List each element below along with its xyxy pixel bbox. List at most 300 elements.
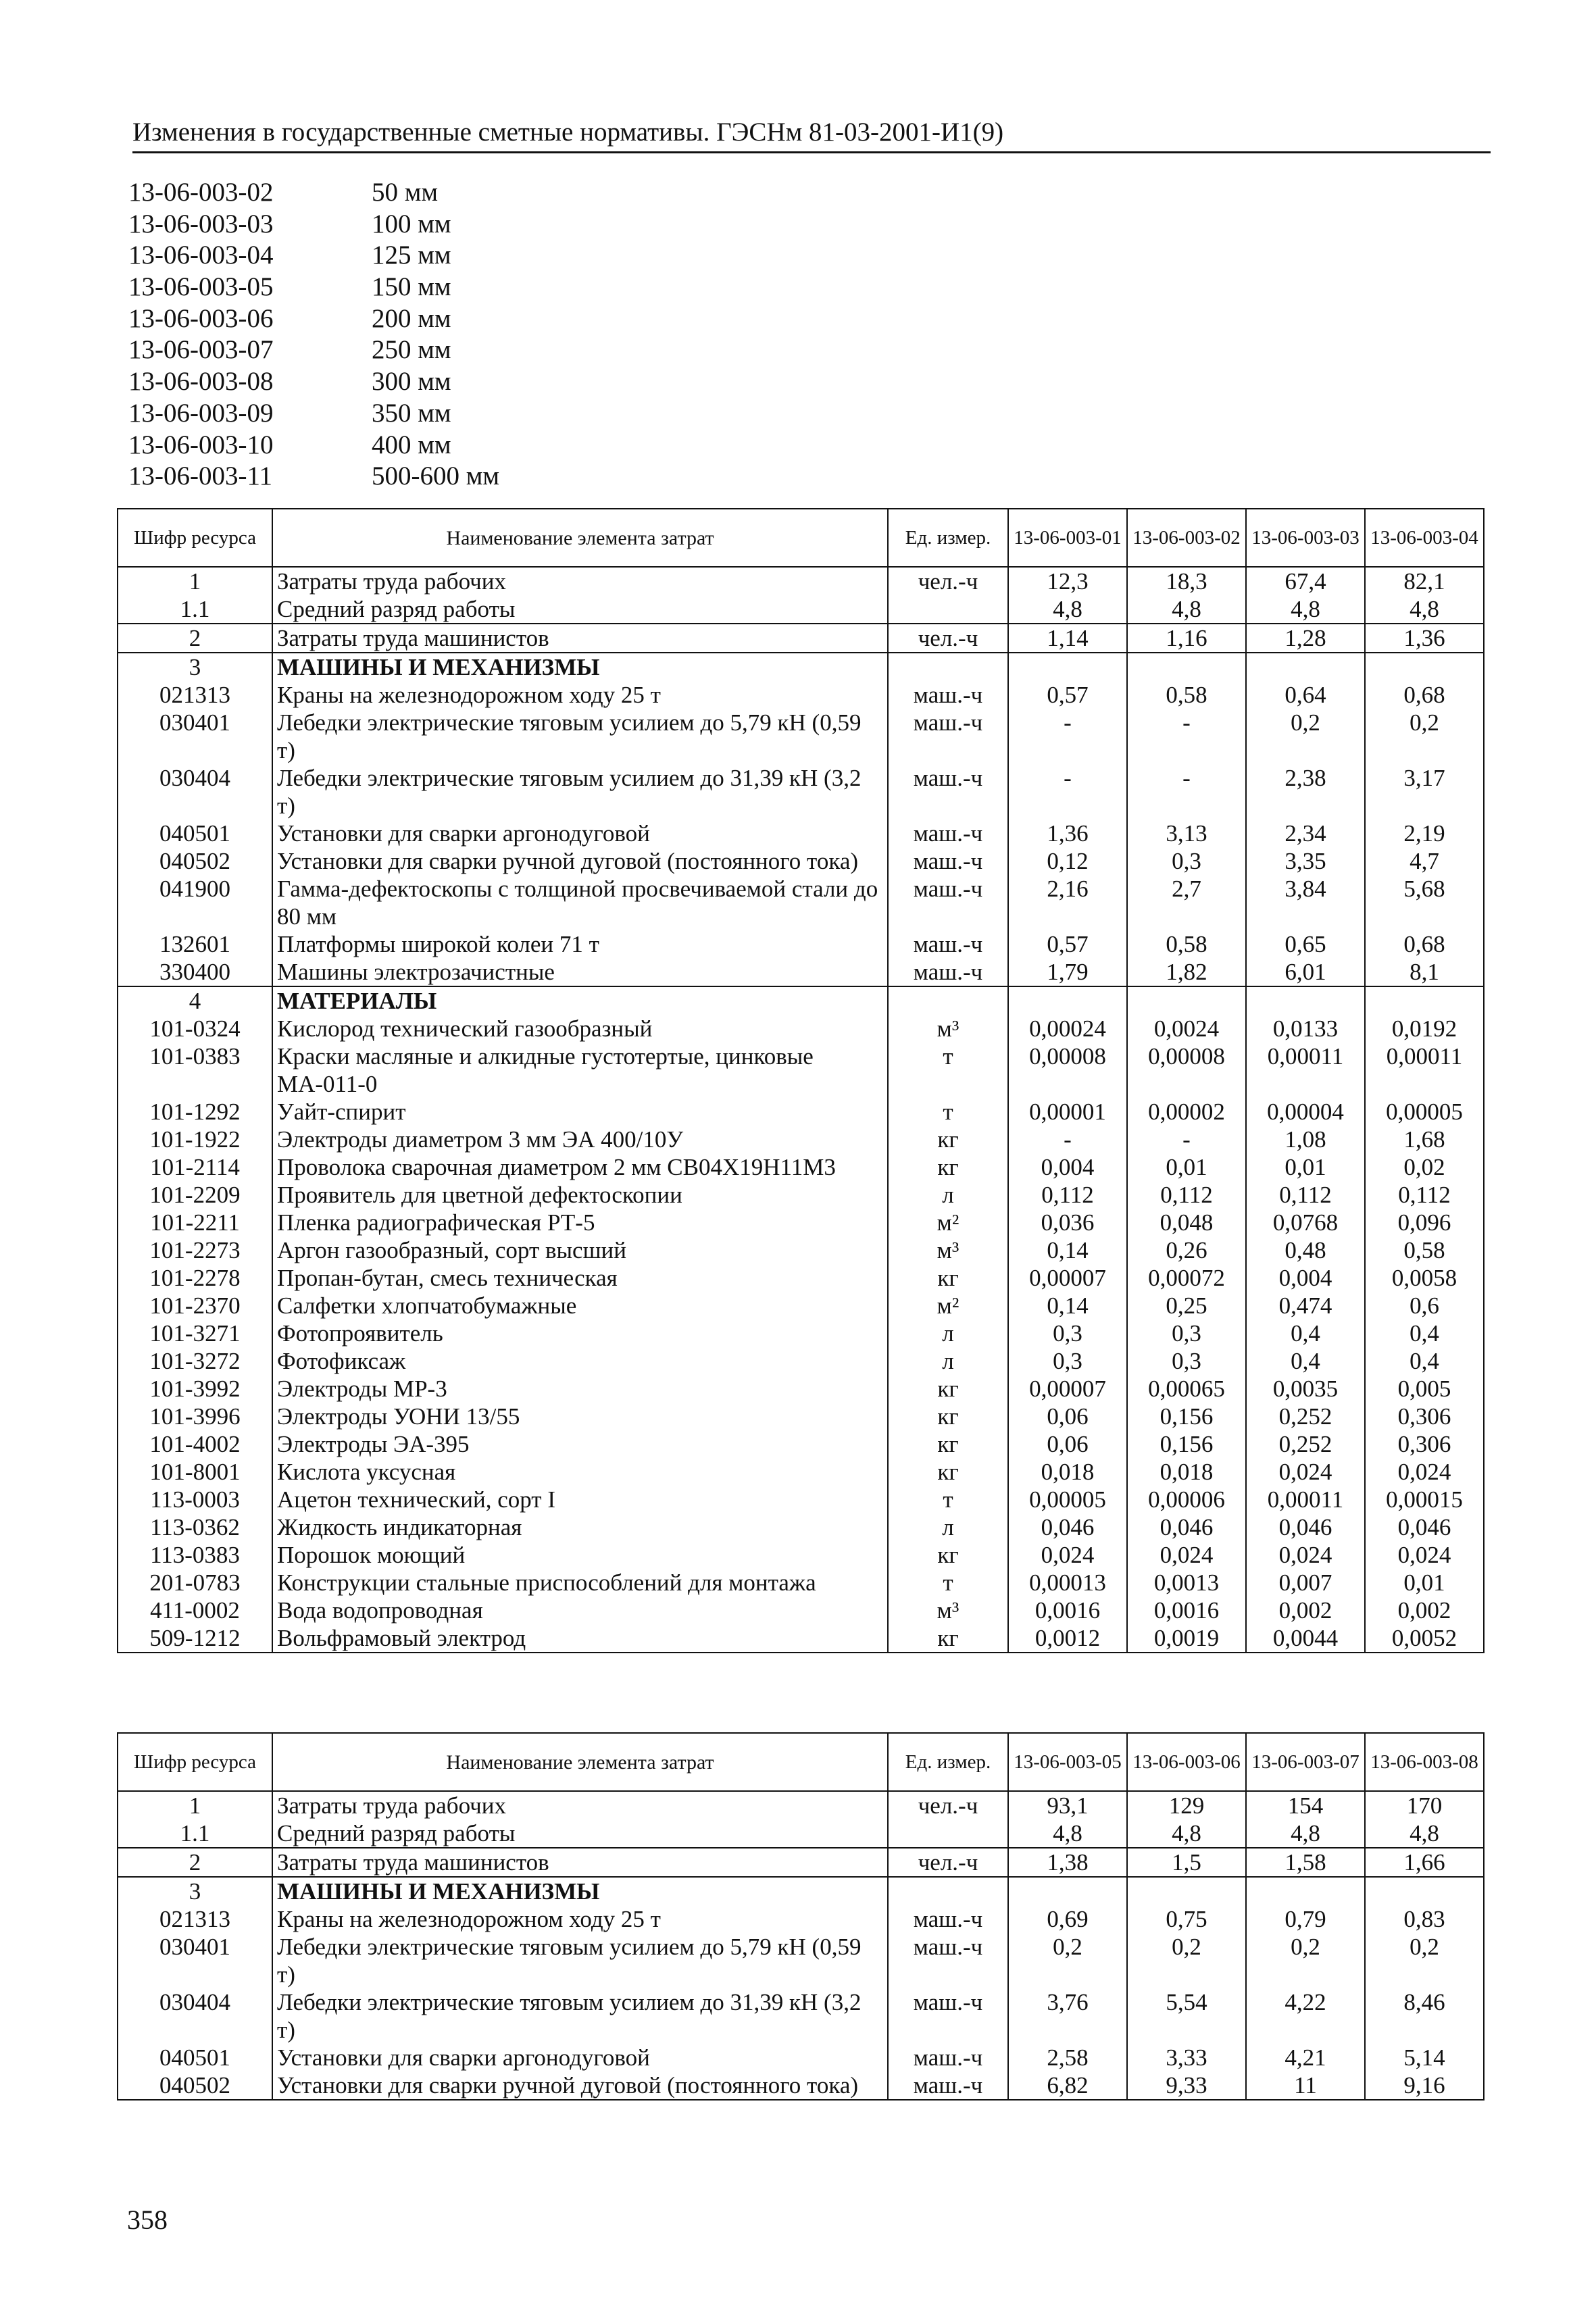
value-cell: 3,84 [1246, 875, 1365, 930]
table-row [118, 1848, 1484, 1877]
unit-cell [888, 1819, 1008, 1848]
resource-code-cell: 030404 [118, 764, 272, 820]
resource-code-cell: 101-1922 [118, 1126, 272, 1153]
table-row [118, 2071, 1484, 2100]
resource-code-cell: 021313 [118, 1905, 272, 1933]
resource-code-cell: 040501 [118, 2044, 272, 2071]
value-cell: - [1008, 764, 1127, 820]
pipe-size: 350 мм [372, 398, 451, 428]
resource-code-cell: 132601 [118, 930, 272, 958]
value-cell: 6,01 [1246, 958, 1365, 986]
cost-element-cell: Электроды диаметром 3 мм ЭА 400/10У [272, 1126, 888, 1153]
value-cell: 2,16 [1008, 875, 1127, 930]
value-cell: 1,58 [1246, 1848, 1365, 1877]
value-cell: - [1127, 1126, 1246, 1153]
resource-code-cell: 101-3992 [118, 1375, 272, 1403]
value-cell: 0,306 [1365, 1430, 1484, 1458]
cost-element-cell: Салфетки хлопчатобумажные [272, 1292, 888, 1319]
table-row [118, 1126, 1484, 1153]
resource-code-cell: 113-0362 [118, 1513, 272, 1541]
value-cell: 0,83 [1365, 1905, 1484, 1933]
value-cell: - [1008, 1126, 1127, 1153]
table-row [118, 1791, 1484, 1819]
table-row [118, 1236, 1484, 1264]
table-row [118, 1042, 1484, 1098]
unit-cell: л [888, 1513, 1008, 1541]
resource-code-cell: 101-2278 [118, 1264, 272, 1292]
unit-cell: маш.-ч [888, 2071, 1008, 2100]
cost-element-cell: Аргон газообразный, сорт высший [272, 1236, 888, 1264]
cost-element-cell: Фотопроявитель [272, 1319, 888, 1347]
header-resource-code: Шифр ресурса [118, 1733, 272, 1791]
value-cell: 4,8 [1365, 595, 1484, 624]
table-row [118, 1181, 1484, 1209]
table-row [118, 1430, 1484, 1458]
value-cell: 0,306 [1365, 1403, 1484, 1430]
value-cell: 3,13 [1127, 820, 1246, 847]
resource-code-cell: 040502 [118, 2071, 272, 2100]
value-cell: 0,58 [1365, 1236, 1484, 1264]
resource-code-cell: 1.1 [118, 1819, 272, 1848]
unit-cell: т [888, 1569, 1008, 1596]
page-header: Изменения в государственные сметные нормативы. ГЭСНм 81-03-2001-И1(9) [132, 115, 1491, 153]
value-cell: 1,36 [1008, 820, 1127, 847]
value-cell: 82,1 [1365, 567, 1484, 595]
value-cell: 0,65 [1246, 930, 1365, 958]
resource-code-cell: 411-0002 [118, 1596, 272, 1624]
unit-cell: м³ [888, 1236, 1008, 1264]
cost-element-cell: Кислота уксусная [272, 1458, 888, 1486]
value-cell: 2,58 [1008, 2044, 1127, 2071]
resource-code-cell: 030404 [118, 1988, 272, 2044]
table-row [118, 1933, 1484, 1988]
resource-code-cell: 101-2114 [118, 1153, 272, 1181]
unit-cell: кг [888, 1430, 1008, 1458]
value-cell: 0,00005 [1365, 1098, 1484, 1126]
pipe-size: 400 мм [372, 430, 451, 459]
unit-cell [888, 653, 1008, 681]
value-cell: 0,68 [1365, 930, 1484, 958]
header-norm-column: 13-06-003-02 [1127, 509, 1246, 567]
value-cell: 0,002 [1365, 1596, 1484, 1624]
table-row [118, 1319, 1484, 1347]
value-cell: 0,01 [1127, 1153, 1246, 1181]
value-cell: 0,01 [1246, 1153, 1365, 1181]
resource-code-cell: 509-1212 [118, 1624, 272, 1653]
unit-cell: т [888, 1486, 1008, 1513]
value-cell: 0,14 [1008, 1292, 1127, 1319]
resource-code-cell: 3 [118, 1877, 272, 1905]
cost-element-cell: Уайт-спирит [272, 1098, 888, 1126]
value-cell: 0,0012 [1008, 1624, 1127, 1653]
value-cell [1246, 986, 1365, 1015]
value-cell: 0,112 [1246, 1181, 1365, 1209]
value-cell: 1,14 [1008, 624, 1127, 653]
unit-cell: кг [888, 1458, 1008, 1486]
resource-code-cell: 101-8001 [118, 1458, 272, 1486]
value-cell: 0,2 [1008, 1933, 1127, 1988]
value-cell: 0,00011 [1246, 1486, 1365, 1513]
unit-cell: м³ [888, 1596, 1008, 1624]
value-cell [1008, 986, 1127, 1015]
cost-element-cell: МАШИНЫ И МЕХАНИЗМЫ [272, 1877, 888, 1905]
header-norm-column: 13-06-003-07 [1246, 1733, 1365, 1791]
value-cell: 0,00002 [1127, 1098, 1246, 1126]
cost-element-cell: Установки для сварки ручной дуговой (постоянного тока) [272, 847, 888, 875]
table-row [118, 986, 1484, 1015]
header-cost-element: Наименование элемента затрат [272, 1733, 888, 1791]
value-cell: 0,048 [1127, 1209, 1246, 1236]
unit-cell [888, 1877, 1008, 1905]
value-cell: 2,34 [1246, 820, 1365, 847]
value-cell: 0,79 [1246, 1905, 1365, 1933]
unit-cell: маш.-ч [888, 764, 1008, 820]
cost-element-cell: Затраты труда рабочих [272, 1791, 888, 1819]
resource-code-cell: 101-0383 [118, 1042, 272, 1098]
unit-cell: т [888, 1098, 1008, 1126]
value-cell: 0,2 [1127, 1933, 1246, 1988]
table-row [118, 1905, 1484, 1933]
value-cell: 1,16 [1127, 624, 1246, 653]
header-norm-column: 13-06-003-03 [1246, 509, 1365, 567]
unit-cell: маш.-ч [888, 958, 1008, 986]
resource-code-cell: 041900 [118, 875, 272, 930]
value-cell: 129 [1127, 1791, 1246, 1819]
value-cell: 1,38 [1008, 1848, 1127, 1877]
unit-cell: кг [888, 1403, 1008, 1430]
cost-element-cell: Краны на железнодорожном ходу 25 т [272, 1905, 888, 1933]
cost-element-cell: Электроды ЭА-395 [272, 1430, 888, 1458]
header-unit: Ед. измер. [888, 1733, 1008, 1791]
cost-element-cell: Средний разряд работы [272, 595, 888, 624]
value-cell: 0,112 [1008, 1181, 1127, 1209]
value-cell: 0,096 [1365, 1209, 1484, 1236]
value-cell: 1,68 [1365, 1126, 1484, 1153]
value-cell: 0,2 [1246, 1933, 1365, 1988]
cost-element-cell: Гамма-дефектоскопы с толщиной просвечиваемой стали до 80 мм [272, 875, 888, 930]
value-cell: 0,68 [1365, 681, 1484, 709]
value-cell: 0,002 [1246, 1596, 1365, 1624]
value-cell: 0,00072 [1127, 1264, 1246, 1292]
value-cell: 3,76 [1008, 1988, 1127, 2044]
table-row [118, 1264, 1484, 1292]
table-row [118, 1015, 1484, 1042]
unit-cell: кг [888, 1541, 1008, 1569]
value-cell: 0,0035 [1246, 1375, 1365, 1403]
unit-cell: кг [888, 1153, 1008, 1181]
cost-element-cell: Установки для сварки аргонодуговой [272, 2044, 888, 2071]
pipe-size: 150 мм [372, 272, 451, 302]
cost-element-cell: Средний разряд работы [272, 1819, 888, 1848]
cost-element-cell: Установки для сварки ручной дуговой (постоянного тока) [272, 2071, 888, 2100]
value-cell: 6,82 [1008, 2071, 1127, 2100]
value-cell: 0,4 [1246, 1319, 1365, 1347]
cost-element-cell: Лебедки электрические тяговым усилием до 31,39 кН (3,2 т) [272, 764, 888, 820]
cost-element-cell: Кислород технический газообразный [272, 1015, 888, 1042]
value-cell: 0,75 [1127, 1905, 1246, 1933]
value-cell: 0,018 [1008, 1458, 1127, 1486]
value-cell: 0,00005 [1008, 1486, 1127, 1513]
resource-code-cell: 101-2211 [118, 1209, 272, 1236]
table-row [118, 595, 1484, 624]
cost-element-cell: Лебедки электрические тяговым усилием до 31,39 кН (3,2 т) [272, 1988, 888, 2044]
value-cell: 0,3 [1008, 1319, 1127, 1347]
cost-element-cell: МАШИНЫ И МЕХАНИЗМЫ [272, 653, 888, 681]
unit-cell: маш.-ч [888, 1905, 1008, 1933]
value-cell: 67,4 [1246, 567, 1365, 595]
value-cell: 0,00065 [1127, 1375, 1246, 1403]
unit-cell: кг [888, 1264, 1008, 1292]
resource-code-cell: 101-4002 [118, 1430, 272, 1458]
table-row [118, 875, 1484, 930]
resource-code-cell: 4 [118, 986, 272, 1015]
resource-code-cell: 101-2370 [118, 1292, 272, 1319]
value-cell: 0,004 [1008, 1153, 1127, 1181]
resource-table-2 [117, 1732, 1485, 2101]
value-cell: 0,00007 [1008, 1375, 1127, 1403]
pipe-size: 100 мм [372, 209, 451, 238]
value-cell: 0,69 [1008, 1905, 1127, 1933]
resource-code-cell: 101-3271 [118, 1319, 272, 1347]
resource-code-cell: 030401 [118, 1933, 272, 1988]
resource-code-cell: 101-3272 [118, 1347, 272, 1375]
cost-element-cell: Машины электрозачистные [272, 958, 888, 986]
header-norm-column: 13-06-003-08 [1365, 1733, 1484, 1791]
value-cell: 0,2 [1365, 1933, 1484, 1988]
table-row [118, 1988, 1484, 2044]
value-cell: 4,22 [1246, 1988, 1365, 2044]
value-cell [1365, 653, 1484, 681]
value-cell: 0,00008 [1127, 1042, 1246, 1098]
value-cell: 0,00008 [1008, 1042, 1127, 1098]
value-cell: 0,00004 [1246, 1098, 1365, 1126]
table-row [118, 930, 1484, 958]
value-cell: 4,7 [1365, 847, 1484, 875]
value-cell: 0,14 [1008, 1236, 1127, 1264]
table-row [118, 1153, 1484, 1181]
value-cell: 2,7 [1127, 875, 1246, 930]
resource-code-cell: 2 [118, 1848, 272, 1877]
value-cell: 0,25 [1127, 1292, 1246, 1319]
table-row [118, 958, 1484, 986]
table-row [118, 1098, 1484, 1126]
resource-code-cell: 2 [118, 624, 272, 653]
unit-cell: л [888, 1347, 1008, 1375]
cost-element-cell: Фотофиксаж [272, 1347, 888, 1375]
resource-code-cell: 1 [118, 1791, 272, 1819]
code-list-item [128, 240, 499, 272]
unit-cell: кг [888, 1126, 1008, 1153]
cost-element-cell: Порошок моющий [272, 1541, 888, 1569]
value-cell: 1,66 [1365, 1848, 1484, 1877]
value-cell: 8,46 [1365, 1988, 1484, 2044]
norm-code: 13-06-003-07 [128, 335, 274, 365]
cost-element-cell: Затраты труда машинистов [272, 624, 888, 653]
value-cell: 3,33 [1127, 2044, 1246, 2071]
cost-element-cell: Вода водопроводная [272, 1596, 888, 1624]
norm-code: 13-06-003-04 [128, 241, 274, 270]
unit-cell: маш.-ч [888, 1988, 1008, 2044]
value-cell [1246, 1877, 1365, 1905]
value-cell: 0,58 [1127, 681, 1246, 709]
table-row [118, 1819, 1484, 1848]
value-cell: 3,17 [1365, 764, 1484, 820]
value-cell: 0,036 [1008, 1209, 1127, 1236]
cost-element-cell: Платформы широкой колеи 71 т [272, 930, 888, 958]
value-cell: 9,33 [1127, 2071, 1246, 2100]
value-cell: 0,2 [1365, 709, 1484, 764]
cost-element-cell: Краски масляные и алкидные густотертые, цинковые МА-011-0 [272, 1042, 888, 1098]
value-cell: 2,38 [1246, 764, 1365, 820]
value-cell: 0,6 [1365, 1292, 1484, 1319]
value-cell [1008, 653, 1127, 681]
value-cell: 4,8 [1127, 1819, 1246, 1848]
value-cell: 0,252 [1246, 1403, 1365, 1430]
table-row [118, 1403, 1484, 1430]
value-cell: 0,0058 [1365, 1264, 1484, 1292]
value-cell: 1,08 [1246, 1126, 1365, 1153]
header-resource-code: Шифр ресурса [118, 509, 272, 567]
value-cell: 170 [1365, 1791, 1484, 1819]
resource-code-cell: 101-3996 [118, 1403, 272, 1430]
code-list-item [128, 398, 499, 430]
value-cell: 0,0016 [1008, 1596, 1127, 1624]
cost-element-cell: Электроды МР-3 [272, 1375, 888, 1403]
norm-code: 13-06-003-08 [128, 367, 274, 397]
resource-code-cell: 1.1 [118, 595, 272, 624]
resource-code-cell: 113-0003 [118, 1486, 272, 1513]
table-row [118, 847, 1484, 875]
value-cell: 93,1 [1008, 1791, 1127, 1819]
value-cell: 0,0044 [1246, 1624, 1365, 1653]
value-cell: 0,024 [1127, 1541, 1246, 1569]
value-cell: 0,156 [1127, 1430, 1246, 1458]
code-list-item [128, 430, 499, 461]
unit-cell: чел.-ч [888, 567, 1008, 595]
value-cell: 4,8 [1127, 595, 1246, 624]
unit-cell: маш.-ч [888, 709, 1008, 764]
value-cell: - [1127, 764, 1246, 820]
resource-table-1 [117, 508, 1485, 1653]
code-list-item [128, 334, 499, 366]
page-number: 358 [127, 2205, 168, 2235]
table-row [118, 764, 1484, 820]
unit-cell: т [888, 1042, 1008, 1098]
header-unit: Ед. измер. [888, 509, 1008, 567]
value-cell: 0,00013 [1008, 1569, 1127, 1596]
value-cell: 11 [1246, 2071, 1365, 2100]
value-cell: 0,12 [1008, 847, 1127, 875]
table-row [118, 1513, 1484, 1541]
value-cell: 0,00011 [1246, 1042, 1365, 1098]
table-row [118, 624, 1484, 653]
value-cell: 0,046 [1246, 1513, 1365, 1541]
value-cell: 0,00006 [1127, 1486, 1246, 1513]
resource-code-cell: 040501 [118, 820, 272, 847]
value-cell: 0,112 [1365, 1181, 1484, 1209]
value-cell: 0,06 [1008, 1403, 1127, 1430]
value-cell: 1,36 [1365, 624, 1484, 653]
unit-cell: чел.-ч [888, 1848, 1008, 1877]
value-cell [1365, 1877, 1484, 1905]
unit-cell: маш.-ч [888, 2044, 1008, 2071]
norm-code: 13-06-003-10 [128, 430, 274, 459]
value-cell: 4,8 [1365, 1819, 1484, 1848]
value-cell [1246, 653, 1365, 681]
value-cell: 0,3 [1127, 1347, 1246, 1375]
unit-cell: л [888, 1319, 1008, 1347]
table-row [118, 1375, 1484, 1403]
resource-code-cell: 1 [118, 567, 272, 595]
value-cell: 12,3 [1008, 567, 1127, 595]
value-cell: 1,5 [1127, 1848, 1246, 1877]
table-row [118, 1486, 1484, 1513]
value-cell: 0,00015 [1365, 1486, 1484, 1513]
code-list-item [128, 209, 499, 241]
header-norm-column: 13-06-003-06 [1127, 1733, 1246, 1791]
cost-element-cell: Пропан-бутан, смесь техническая [272, 1264, 888, 1292]
value-cell: 4,8 [1246, 1819, 1365, 1848]
table-row [118, 709, 1484, 764]
value-cell [1127, 653, 1246, 681]
table-row [118, 1347, 1484, 1375]
cost-element-cell: Затраты труда рабочих [272, 567, 888, 595]
value-cell: 0,046 [1365, 1513, 1484, 1541]
unit-cell: м³ [888, 1015, 1008, 1042]
value-cell: 0,58 [1127, 930, 1246, 958]
resource-code-cell: 030401 [118, 709, 272, 764]
cost-element-cell: Ацетон технический, сорт I [272, 1486, 888, 1513]
value-cell: 0,26 [1127, 1236, 1246, 1264]
value-cell: 9,16 [1365, 2071, 1484, 2100]
value-cell: 0,0133 [1246, 1015, 1365, 1042]
cost-element-cell: Лебедки электрические тяговым усилием до 5,79 кН (0,59 т) [272, 1933, 888, 1988]
norm-code: 13-06-003-02 [128, 178, 274, 207]
pipe-size: 500-600 мм [372, 461, 500, 491]
value-cell: 0,007 [1246, 1569, 1365, 1596]
cost-element-cell: Электроды УОНИ 13/55 [272, 1403, 888, 1430]
value-cell: 5,68 [1365, 875, 1484, 930]
cost-element-cell: Установки для сварки аргонодуговой [272, 820, 888, 847]
table-row [118, 820, 1484, 847]
value-cell: 0,112 [1127, 1181, 1246, 1209]
cost-element-cell: Конструкции стальные приспособлений для монтажа [272, 1569, 888, 1596]
code-list-item [128, 303, 499, 335]
code-list-item [128, 272, 499, 303]
unit-cell: маш.-ч [888, 1933, 1008, 1988]
norm-code: 13-06-003-11 [128, 461, 273, 491]
value-cell: 0,0013 [1127, 1569, 1246, 1596]
resource-code-cell: 201-0783 [118, 1569, 272, 1596]
table-row [118, 1877, 1484, 1905]
resource-code-cell: 101-2209 [118, 1181, 272, 1209]
header-cost-element: Наименование элемента затрат [272, 509, 888, 567]
norm-code: 13-06-003-05 [128, 272, 274, 302]
unit-cell: л [888, 1181, 1008, 1209]
value-cell: 0,024 [1246, 1458, 1365, 1486]
table-row [118, 2044, 1484, 2071]
value-cell: 1,82 [1127, 958, 1246, 986]
table-row [118, 1292, 1484, 1319]
value-cell: 0,06 [1008, 1430, 1127, 1458]
table-row [118, 1596, 1484, 1624]
norm-code: 13-06-003-09 [128, 398, 274, 428]
resource-code-cell: 113-0383 [118, 1541, 272, 1569]
resource-code-cell: 3 [118, 653, 272, 681]
resource-code-cell: 021313 [118, 681, 272, 709]
unit-cell: маш.-ч [888, 930, 1008, 958]
value-cell: 0,024 [1365, 1541, 1484, 1569]
